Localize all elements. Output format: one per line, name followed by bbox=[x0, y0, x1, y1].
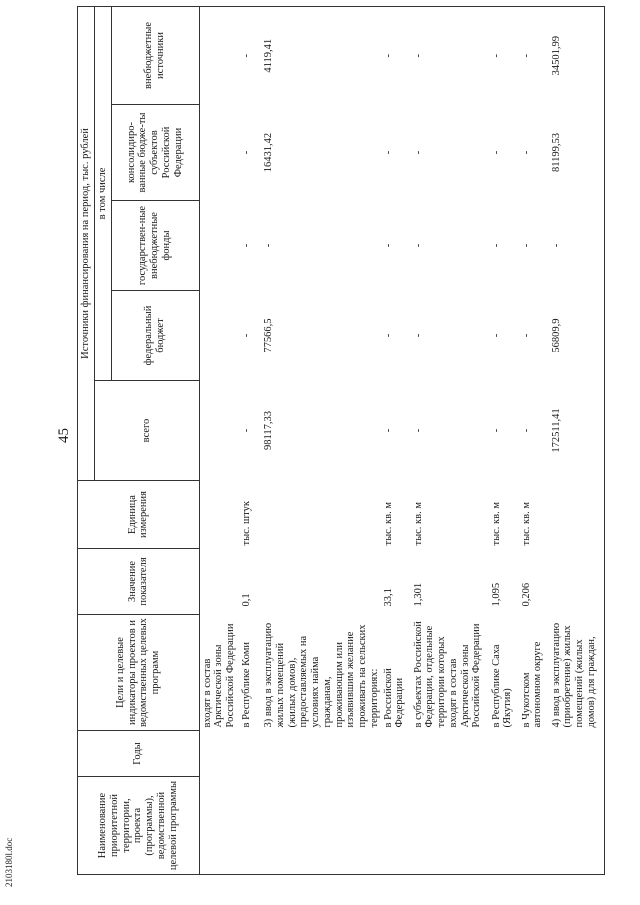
row-regional: 81199,53 bbox=[549, 105, 605, 201]
row-total: - bbox=[520, 428, 532, 433]
table-row bbox=[519, 6, 549, 874]
row-extra: - bbox=[239, 6, 261, 104]
table-row bbox=[549, 6, 605, 874]
table-row bbox=[199, 6, 239, 874]
row-unit: тыс. штук bbox=[241, 501, 252, 546]
header-name: Наименование приоритетной территории, проекта (программы), ведомственной целевой программы bbox=[78, 777, 200, 875]
row-extra bbox=[199, 6, 239, 104]
row-regional: - bbox=[412, 150, 424, 155]
header-unit: Единица измерения bbox=[78, 481, 200, 549]
row-total: - bbox=[490, 428, 502, 433]
row-federal bbox=[199, 291, 239, 381]
table-row bbox=[489, 6, 519, 874]
row-indicator: в субъектах Российской Федерации, отдельные территории которых входят в состав Арктической зоны Российской Федерации bbox=[412, 621, 483, 728]
row-extra: - bbox=[519, 6, 549, 104]
page-number: 45 bbox=[56, 428, 72, 443]
row-regional: - bbox=[241, 150, 252, 155]
row-value: 0,206 bbox=[520, 582, 532, 607]
row-unit bbox=[549, 481, 605, 549]
row-federal: 77566,5 bbox=[263, 318, 274, 353]
row-value bbox=[199, 549, 239, 615]
row-state-funds: - bbox=[490, 243, 502, 248]
row-state-funds: - bbox=[412, 243, 424, 248]
row-regional: 16431,42 bbox=[263, 132, 274, 173]
header-goals: Цели и целевые индикаторы проектов и ведомственных целевых программ bbox=[78, 615, 200, 731]
table-row bbox=[261, 6, 381, 874]
row-state-funds: - bbox=[520, 243, 532, 248]
row-indicator: 3) ввод в эксплуатацию жилых помещений (жилых домов), предоставляемых на условиях найма гражданам, проживающим или изъявившим желание проживать на сельских территориях: bbox=[263, 622, 380, 728]
row-total: - bbox=[241, 428, 252, 433]
row-total: 98117,33 bbox=[263, 411, 274, 450]
header-including: в том числе bbox=[94, 6, 111, 380]
row-regional: - bbox=[490, 150, 502, 155]
row-indicator: входят в состав Арктической зоны Российской Федерации bbox=[201, 623, 236, 728]
row-federal: 56809,9 bbox=[549, 291, 605, 381]
row-state-funds: - bbox=[241, 243, 252, 248]
header-funding: Источники финансирования на период, тыс. рублей bbox=[78, 6, 95, 480]
row-extra: - bbox=[411, 6, 489, 104]
row-extra: 4119,41 bbox=[261, 6, 381, 104]
row-unit: тыс. кв. м bbox=[520, 501, 532, 546]
row-total: 172511,41 bbox=[549, 381, 605, 481]
row-regional: - bbox=[520, 150, 532, 155]
row-regional: - bbox=[382, 150, 394, 155]
header-federal: федеральный бюджет bbox=[111, 291, 199, 381]
header-years: Годы bbox=[78, 731, 200, 777]
row-indicator: в Республике Коми bbox=[241, 642, 252, 728]
row-value: 33,1 bbox=[382, 588, 394, 607]
row-value: 1,301 bbox=[412, 582, 424, 607]
row-state-funds: - bbox=[382, 243, 394, 248]
row-extra: - bbox=[381, 6, 411, 104]
row-unit: тыс. кв. м bbox=[490, 501, 502, 546]
row-indicator: 4) ввод в эксплуатацию (приобретение) жилых помещений (жилых домов) для граждан, bbox=[549, 615, 605, 731]
row-unit bbox=[199, 481, 239, 549]
row-extra: - bbox=[489, 6, 519, 104]
row-indicator: в Чукотском автономном округе bbox=[520, 641, 544, 728]
row-federal: - bbox=[412, 333, 424, 338]
row-total: - bbox=[412, 428, 424, 433]
row-total bbox=[199, 381, 239, 481]
row-regional bbox=[199, 105, 239, 201]
row-value bbox=[261, 549, 381, 615]
row-federal: - bbox=[382, 333, 394, 338]
table-row bbox=[411, 6, 489, 874]
table-row bbox=[239, 6, 261, 874]
row-value bbox=[549, 549, 605, 615]
row-indicator: в Российской Федерации bbox=[382, 668, 406, 728]
row-value: 1,095 bbox=[490, 582, 502, 607]
row-unit bbox=[261, 481, 381, 549]
row-federal: - bbox=[241, 333, 252, 338]
header-value: Значение показателя bbox=[78, 549, 200, 615]
header-extra: внебюджетные источники bbox=[111, 6, 199, 104]
funding-table bbox=[77, 6, 605, 875]
row-federal: - bbox=[490, 333, 502, 338]
row-unit: тыс. кв. м bbox=[382, 501, 394, 546]
row-extra: 34501,99 bbox=[549, 6, 605, 104]
row-unit: тыс. кв. м bbox=[412, 501, 424, 546]
header-regional: консолидиро-ванные бюдже-ты субъектов Российской Федерации bbox=[111, 105, 199, 201]
table-row bbox=[381, 6, 411, 874]
row-total: - bbox=[382, 428, 394, 433]
header-state-funds: государствен-ные внебюджетные фонды bbox=[111, 201, 199, 291]
row-federal: - bbox=[520, 333, 532, 338]
row-indicator: в Республике Саха (Якутия) bbox=[490, 644, 514, 728]
row-value: 0,1 bbox=[241, 593, 252, 607]
row-state-funds bbox=[199, 201, 239, 291]
row-state-funds: - bbox=[549, 201, 605, 291]
row-state-funds: - bbox=[263, 243, 274, 248]
header-total: всего bbox=[94, 381, 199, 481]
footer-filename: 2103180l.doc bbox=[4, 837, 14, 887]
